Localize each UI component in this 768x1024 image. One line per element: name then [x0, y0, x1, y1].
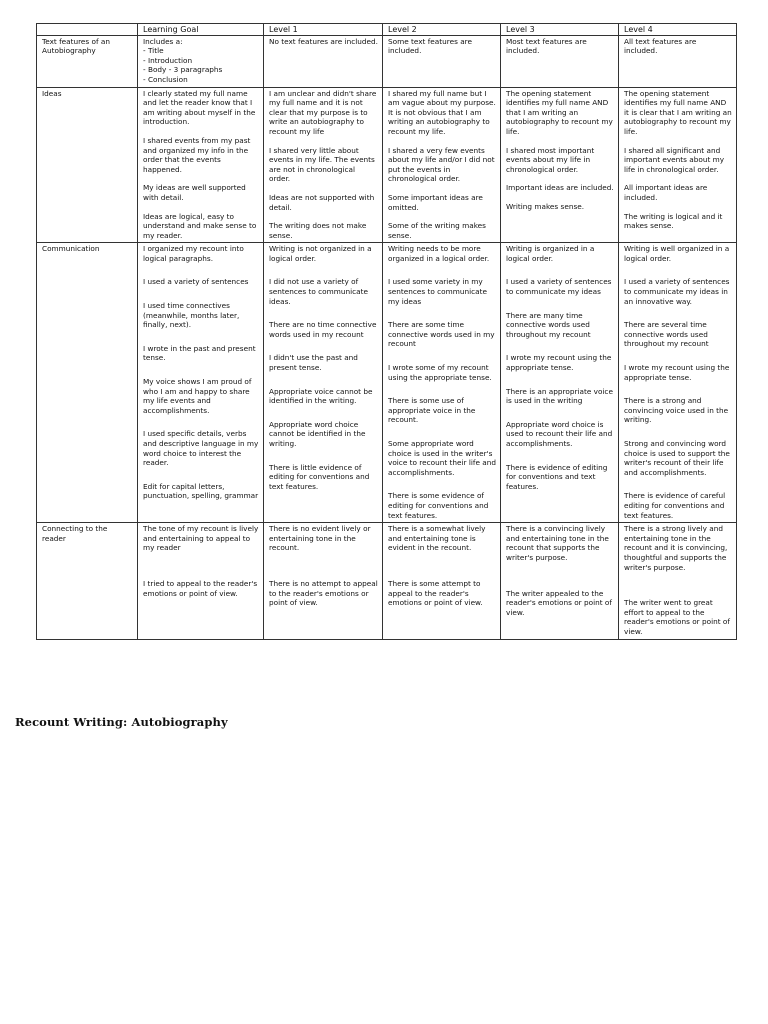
cell-level-3: [501, 243, 619, 523]
cell-level-4: [619, 35, 737, 87]
cell-level-3: [501, 523, 619, 639]
cell-learning-goal: [138, 87, 264, 243]
cell-level-1: [264, 243, 383, 523]
descriptor-text: There is a convincing lively and entertaining tone in the recount that supports the writer's purpose.: [506, 524, 609, 562]
descriptor-text: All important ideas are included.: [624, 183, 708, 202]
descriptor-text: Ideas are logical, easy to understand and make sense to my reader.: [143, 211, 257, 240]
descriptor-text: Strong and convincing word choice is used to support the writer's recount of their life and accomplishments.: [624, 439, 730, 477]
cell-level-4: [619, 523, 737, 639]
descriptor-text: Appropriate voice cannot be identified in the writing.: [269, 386, 373, 406]
criterion-cell: Communication: [37, 243, 138, 523]
cell-level-1: [264, 87, 383, 243]
descriptor-text: There are several time connective words used throughout my recount: [624, 320, 709, 349]
descriptor-text: There is some use of appropriate voice in the recount.: [388, 396, 476, 425]
descriptor-text: I shared my full name but I am vague about my purpose. It is not obvious that I am writing an autobiography to recount my life.: [388, 88, 496, 136]
header-level-3: Level 3: [501, 24, 619, 36]
rubric-row: [37, 87, 737, 243]
descriptor-text: The opening statement identifies my full name AND it is clear that I am writing an autobiography to recount my life.: [624, 88, 732, 136]
header-level-2: Level 2: [383, 24, 501, 36]
cell-level-4: [619, 243, 737, 523]
descriptor-text: There are no time connective words used in my recount: [269, 320, 377, 339]
descriptor-text: There is evidence of editing for conventions and text features.: [506, 462, 608, 491]
descriptor-text: I shared a very few events about my life and/or I did not put the events in chronological order.: [388, 145, 495, 184]
criterion-cell: Ideas: [37, 87, 138, 243]
descriptor-text: Writing is well organized in a logical order.: [624, 244, 730, 263]
descriptor-text: There is little evidence of editing for conventions and text features.: [269, 462, 370, 491]
descriptor-text: There is some attempt to appeal to the reader's emotions or point of view.: [388, 578, 483, 608]
descriptor-text: I used a variety of sentences: [143, 277, 249, 287]
descriptor-text: Some appropriate word choice is used in the writer's voice to recount their life and accomplishments.: [388, 439, 496, 477]
cell-level-3: [501, 87, 619, 243]
descriptor-text: The writer appealed to the reader's emotions or point of view.: [506, 588, 612, 617]
cell-level-4: [619, 87, 737, 243]
descriptor-text: There is an appropriate voice is used in the writing: [506, 386, 613, 406]
rubric-row: [37, 243, 737, 523]
criterion-cell: Connecting to the reader: [37, 523, 138, 639]
descriptor-text: No text features are included.: [269, 36, 378, 46]
descriptor-text: Most text features are included.: [506, 36, 587, 56]
cell-level-1: [264, 523, 383, 639]
cell-learning-goal: [138, 35, 264, 87]
cell-learning-goal: [138, 523, 264, 639]
descriptor-text: Appropriate word choice is used to recount their life and accomplishments.: [506, 419, 613, 448]
descriptor-text: The writing is logical and it makes sense.: [624, 211, 723, 231]
descriptor-text: There is some evidence of editing for conventions and text features.: [388, 491, 489, 520]
descriptor-text: Some text features are included.: [388, 36, 472, 56]
cell-level-2: [383, 35, 501, 87]
criterion-cell: Text features of an Autobiography: [37, 35, 138, 87]
header-level-4: Level 4: [619, 24, 737, 36]
descriptor-text: I wrote in the past and present tense.: [143, 343, 256, 363]
descriptor-text: I shared most important events about my life in chronological order.: [506, 145, 595, 174]
descriptor-text: Edit for capital letters, punctuation, spelling, grammar: [143, 481, 259, 501]
descriptor-text: Writing is not organized in a logical order.: [269, 244, 372, 263]
descriptor-text: There is evidence of careful editing for conventions and text features.: [624, 491, 726, 520]
descriptor-text: I used a variety of sentences to communicate my ideas: [506, 277, 612, 297]
descriptor-text: Writing needs to be more organized in a logical order.: [388, 244, 490, 263]
descriptor-text: Writing makes sense.: [506, 201, 585, 211]
descriptor-text: There is no evident lively or entertaining tone in the recount.: [269, 524, 371, 553]
descriptor-text: I wrote my recount using the appropriate tense.: [624, 363, 730, 382]
descriptor-text: I used specific details, verbs and descriptive language in my word choice to interest the reader.: [143, 429, 259, 468]
descriptor-text: I am unclear and didn't share my full name and it is not clear that my purpose is to write an autobiography to recount my life: [269, 88, 377, 136]
descriptor-text: The writer went to great effort to appeal to the reader's emotions or point of view.: [624, 598, 730, 636]
header-learning-goal: Learning Goal: [138, 24, 264, 36]
descriptor-text: The tone of my recount is lively and entertaining to appeal to my reader: [143, 524, 259, 553]
descriptor-text: Writing is organized in a logical order.: [506, 244, 595, 263]
descriptor-text: Some important ideas are omitted.: [388, 192, 483, 212]
descriptor-text: I wrote some of my recount using the appropriate tense.: [388, 363, 492, 382]
header-criterion: [37, 24, 138, 36]
descriptor-text: I shared all significant and important events about my life in chronological order.: [624, 145, 725, 174]
cell-level-1: [264, 35, 383, 87]
header-level-1: Level 1: [264, 24, 383, 36]
descriptor-text: I used a variety of sentences to communicate my ideas in an innovative way.: [624, 277, 730, 306]
cell-level-2: [383, 523, 501, 639]
descriptor-text: I used some variety in my sentences to communicate my ideas: [388, 277, 487, 306]
descriptor-text: Some of the writing makes sense.: [388, 221, 486, 240]
descriptor-text: I wrote my recount using the appropriate tense.: [506, 353, 612, 373]
rubric-row: [37, 523, 737, 639]
descriptor-text: I didn't use the past and present tense.: [269, 353, 358, 373]
descriptor-text: I used time connectives (meanwhile, months later, finally, next).: [143, 301, 240, 330]
descriptor-text: All text features are included.: [624, 36, 697, 56]
descriptor-text: I clearly stated my full name and let the reader know that I am writing about myself in the introduction.: [143, 88, 256, 127]
descriptor-text: I did not use a variety of sentences to communicate ideas.: [269, 277, 368, 306]
rubric-row: [37, 35, 737, 87]
descriptor-text: My voice shows I am proud of who I am and happy to share my life events and accomplishments.: [143, 377, 252, 415]
descriptor-text: My ideas are well supported with detail.: [143, 183, 246, 202]
descriptor-text: Ideas are not supported with detail.: [269, 192, 375, 212]
descriptor-text: Includes a: - Title - Introduction - Body - 3 paragraphs - Conclusion: [143, 36, 223, 84]
cell-level-2: [383, 87, 501, 243]
cell-level-3: [501, 35, 619, 87]
descriptor-text: There is no attempt to appeal to the reader's emotions or point of view.: [269, 578, 378, 608]
descriptor-text: There are some time connective words used in my recount: [388, 320, 495, 349]
descriptor-text: I tried to appeal to the reader's emotions or point of view.: [143, 578, 258, 598]
rubric-table: [36, 23, 737, 640]
descriptor-text: There is a strong and convincing voice used in the writing.: [624, 396, 729, 425]
descriptor-text: The opening statement identifies my full name AND that I am writing an autobiography to recount my life.: [506, 88, 613, 136]
descriptor-text: There is a strong lively and entertaining tone in the recount and it is convincing, thoughtful and supports the writer's purpose.: [624, 524, 728, 572]
cell-learning-goal: [138, 243, 264, 523]
descriptor-text: The writing does not make sense.: [269, 221, 367, 240]
descriptor-text: I organized my recount into logical paragraphs.: [143, 244, 244, 263]
cell-level-2: [383, 243, 501, 523]
descriptor-text: I shared very little about events in my life. The events are not in chronological order.: [269, 145, 375, 184]
descriptor-text: There is a somewhat lively and entertaining tone is evident in the recount.: [388, 524, 486, 553]
descriptor-text: There are many time connective words used throughout my recount: [506, 310, 591, 339]
descriptor-text: Appropriate word choice cannot be identified in the writing.: [269, 419, 366, 448]
descriptor-text: I shared events from my past and organized my info in the order that the events happened.: [143, 135, 251, 174]
document-title: Recount Writing: Autobiography: [15, 715, 228, 729]
descriptor-text: Important ideas are included.: [506, 183, 614, 193]
header-row: [37, 24, 737, 36]
